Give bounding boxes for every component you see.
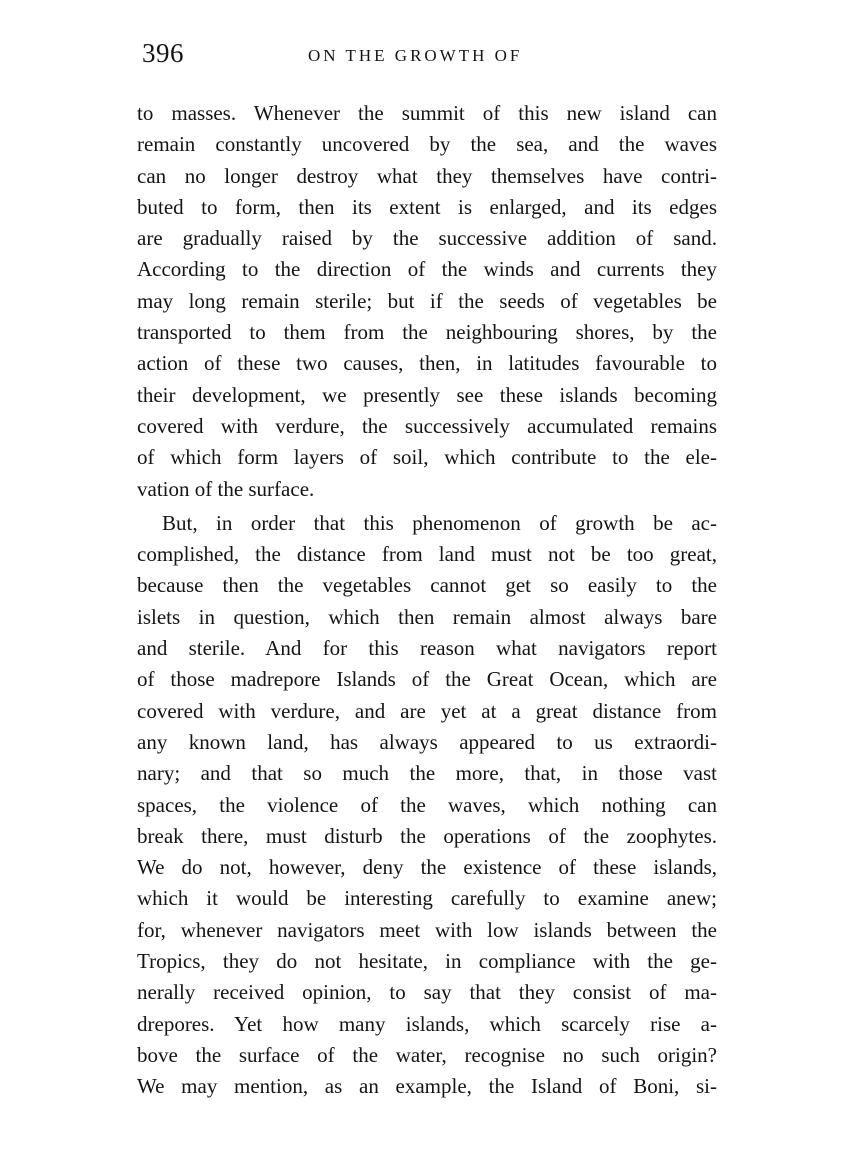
text-line: islets in question, which then remain almost always bare [137,604,717,629]
text-line: remain constantly uncovered by the sea, and the waves [137,132,717,157]
text-line: But, in order that this phenomenon of growth be ac- [162,510,717,535]
text-line: break there, must disturb the operations of the zoophytes. [137,823,717,848]
paragraph-1 [137,98,717,505]
text-line: Tropics, they do not hesitate, in compliance with the ge- [137,949,717,974]
text-line: to masses. Whenever the summit of this new island can [137,101,717,125]
text-line: for, whenever navigators meet with low islands between the [137,917,717,942]
running-head: ON THE GROWTH OF [308,46,523,65]
text-line: can no longer destroy what they themselves have contri- [137,163,717,188]
text-line: complished, the distance from land must not be too great, [137,542,717,567]
text-line: because then the vegetables cannot get so easily to the [137,573,717,598]
text-line: may long remain sterile; but if the seeds of vegetables be [137,288,717,313]
text-line: buted to form, then its extent is enlarged, and its edges [137,194,717,219]
text-line: which it would be interesting carefully to examine anew; [137,886,717,911]
text-line: their development, we presently see these islands becoming [137,382,717,407]
text-line: transported to them from the neighbouring shores, by the [137,320,717,345]
body-text [137,98,717,1103]
text-line: any known land, has always appeared to us extraordi- [137,729,717,754]
text-line: and sterile. And for this reason what navigators report [137,636,717,661]
text-line: are gradually raised by the successive addition of sand. [137,226,717,251]
page-number: 396 [142,38,184,68]
text-line: action of these two causes, then, in latitudes favourable to [137,351,717,376]
text-line: of which form layers of soil, which contribute to the ele- [137,445,717,470]
text-line: of those madrepore Islands of the Great Ocean, which are [137,667,717,692]
text-line: We may mention, as an example, the Island of Boni, si- [137,1074,717,1099]
text-line: nary; and that so much the more, that, in those vast [137,761,717,786]
text-line: vation of the surface. [137,476,315,501]
text-line: According to the direction of the winds and currents they [137,257,717,282]
text-line: nerally received opinion, to say that they consist of ma- [137,980,717,1005]
paragraph-2 [137,508,717,1103]
text-line: covered with verdure, and are yet at a great distance from [137,698,717,723]
page-header [142,38,722,78]
text-line: We do not, however, deny the existence of these islands, [137,855,717,880]
text-line: drepores. Yet how many islands, which scarcely rise a- [137,1011,717,1036]
text-line: spaces, the violence of the waves, which nothing can [137,792,717,817]
text-line: covered with verdure, the successively accumulated remains [137,413,717,438]
text-line: bove the surface of the water, recognise no such origin? [137,1042,717,1067]
